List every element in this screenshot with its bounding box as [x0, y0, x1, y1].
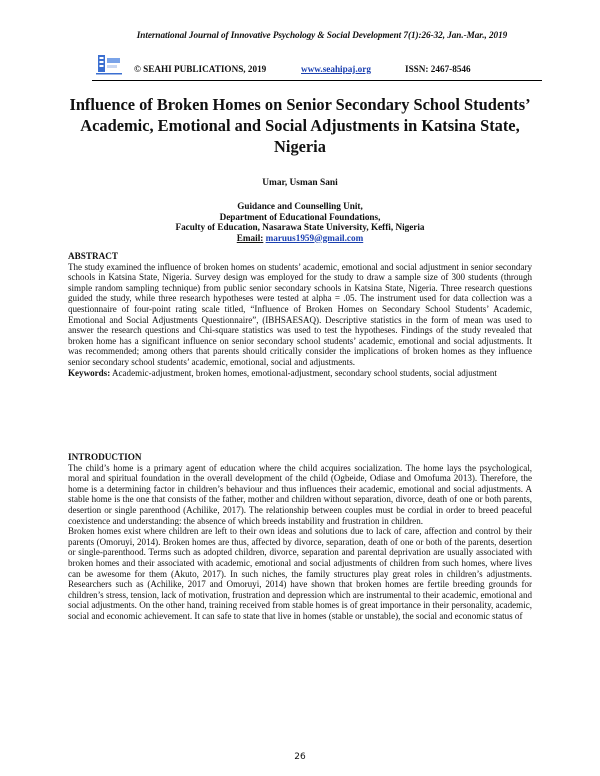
abstract-heading: ABSTRACT: [68, 251, 119, 261]
website-link[interactable]: www.seahipaj.org: [301, 64, 371, 74]
email-label: Email:: [236, 232, 264, 243]
journal-citation: International Journal of Innovative Psychology & Social Development 7(1):26-32, Jan.-Mar., 2019: [136, 30, 508, 40]
abstract-section: [68, 251, 532, 378]
publisher-line: [96, 52, 556, 76]
author-name: Umar, Usman Sani: [262, 178, 338, 188]
page-number: 26: [294, 752, 306, 762]
copyright-text: © SEAHI PUBLICATIONS, 2019: [134, 64, 267, 74]
affiliation-line: Faculty of Education, Nasarawa State University, Keffi, Nigeria: [175, 222, 425, 232]
introduction-paragraph: Broken homes exist where children are left to their own ideas and solutions due to lack of care, affection and control by their parents (Omoruyi, 2014). Broken homes are thus, affected by divorce, separation, death of one or both of the parents, desertion or single-parenthood. Terms such as adopted children, divorce, separation and parental deprivation are usually associated with broken homes and their associated with academic, emotional and social adjustments of children from such homes, where lives can be awesome for them (Akuto, 2017). In such niches, the family structures play great roles in children’s adjustments. Researchers such as (Achilike, 2017 and Omoruyi, 2014) have shown that broken homes are fertile breeding grounds for children’s stress, tension, lack of motivation, frustration and depression which are instrumental to their academic, emotional and social adjustments. On the other hand, training received from stable homes is of great importance in their personality, academic, social and economic achievement. It can safe to state that live in homes (stable or unstable), the social and economic status of: [68, 526, 532, 621]
keywords-label: Keywords:: [68, 367, 111, 378]
email-link[interactable]: maruus1959@gmail.com: [265, 232, 364, 243]
keywords-text: Academic-adjustment, broken homes, emotional-adjustment, secondary school students, social adjustment: [111, 367, 497, 378]
abstract-text: The study examined the influence of broken homes on students’ academic, emotional and social adjustment in senior secondary schools in Katsina State, Nigeria. Survey design was employed for the study to draw a sample size of 300 students (through simple random sampling technique) from public senior secondary schools in Katsina State, Nigeria. Three research questions guided the study, while three research hypotheses were tested at alpha = .05. The instrument used for data collection was a questionnaire of four-point rating scale titled, “Influence of Broken Homes on Secondary School Students’ Academic, Emotional and Social Adjustments Questionnaire”, (IBHSAESAQ). Descriptive statistics in the form of mean was used to answer the research questions and Chi-square statistics was used to test the hypotheses. Findings of the study revealed that broken home has a significant influence on senior secondary school students’ academic, emotional and social adjustments. It was recommended; among others that parents should critically consider the implications of broken homes as they influence senior secondary school students’ academic, emotional, social and adjustments.: [68, 261, 532, 367]
email-line: [0, 233, 600, 244]
author-affiliation: [0, 201, 600, 243]
issn-text: ISSN: 2467-8546: [405, 64, 471, 74]
affiliation-line: Department of Educational Foundations,: [219, 211, 381, 222]
introduction-paragraph: The child’s home is a primary agent of education where the child acquires socialization. The home lays the psychological, moral and spiritual foundation in the overall development of the child (Ogbeide, Odiase and Omofuma 2013). Therefore, the home is a determining factor in children’s behaviour and thus influences their academic, emotional and social adjustments. A stable home is the one that consists of the father, mother and children without separation, divorce, death of one or both parents, desertion or single parenthood (Achilike, 2017). The relationship between couples must be cordial in order to breed peaceful coexistence and understanding: the absence of which breeds instability and frustration in children.: [68, 462, 532, 526]
publisher-logo-icon: [96, 52, 122, 76]
header-divider: [92, 80, 542, 81]
introduction-section: [68, 452, 532, 622]
paper-title: Influence of Broken Homes on Senior Secondary School Students’ Academic, Emotional and Social Adjustments in Katsina State, Nigeria: [69, 95, 531, 156]
affiliation-line: Guidance and Counselling Unit,: [237, 201, 363, 211]
keywords-line: [68, 368, 532, 379]
introduction-heading: INTRODUCTION: [68, 452, 142, 462]
